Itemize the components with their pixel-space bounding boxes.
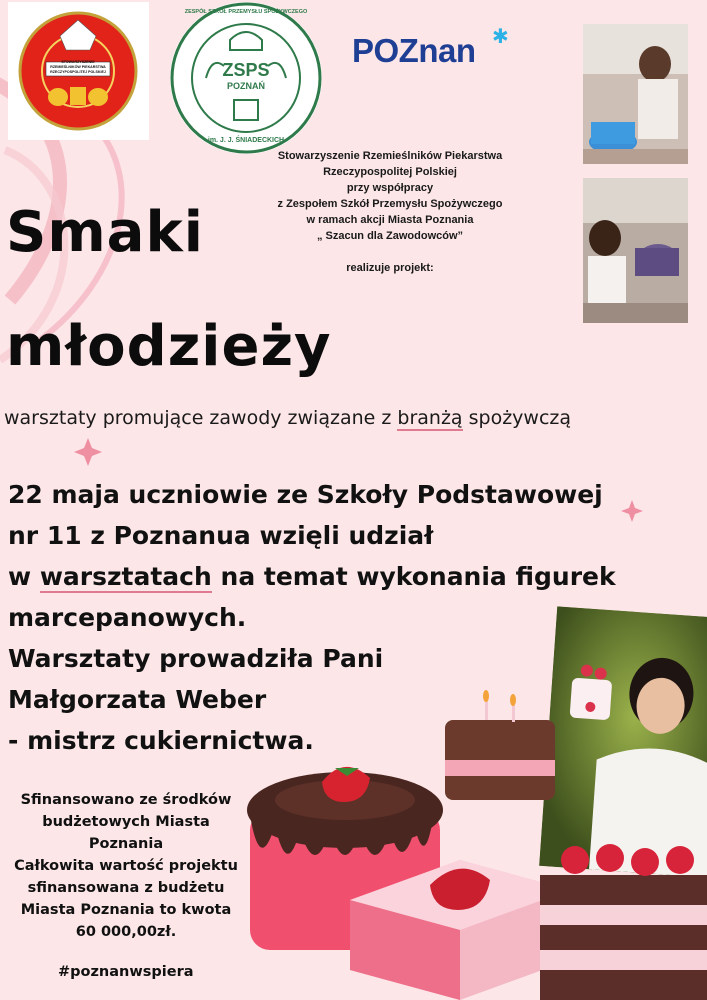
body-line-3-w: w: [8, 562, 40, 591]
workshop-photo-2: [583, 178, 688, 323]
zsps-abbr: ZSPS: [222, 60, 270, 80]
body-line-3-rest: na temat wykonania figurek: [211, 562, 616, 591]
funding-line-2: budżetowych Miasta: [42, 814, 210, 830]
body-line-6: Małgorzata Weber: [8, 685, 267, 714]
funding-line-6: Miasta Poznania to kwota: [20, 902, 232, 918]
body-line-3: [8, 556, 616, 597]
project-header: [270, 148, 510, 276]
funding-line-3: Poznania: [88, 836, 164, 852]
title-line-2: młodzieży: [6, 314, 332, 379]
header-line-2: Rzeczypospolitej Polskiej: [323, 166, 457, 178]
funding-line-4: Całkowita wartość projektu: [14, 858, 238, 874]
title-line-1: Smaki: [6, 200, 204, 265]
subtitle-before: warsztaty promujące zawody związane z: [4, 407, 398, 429]
zsps-logo: [168, 0, 324, 156]
funding-line-1: Sfinansowano ze środków: [20, 792, 232, 808]
funding-info: [0, 789, 252, 943]
hashtag: #poznanwspiera: [58, 964, 194, 980]
layered-cake-back: [445, 690, 555, 800]
zsps-ring-top: ZESPÓŁ SZKÓŁ PRZEMYSŁU SPOŻYWCZEGO: [184, 9, 308, 15]
body-line-3-ul: warsztatach: [39, 562, 212, 591]
subtitle: [4, 407, 571, 429]
body-line-1: 22 maja uczniowie ze Szkoły Podstawowej: [8, 480, 603, 509]
poznan-star-icon: ✱: [492, 24, 509, 48]
header-line-4: z Zespołem Szkół Przemysłu Spożywczego: [277, 198, 503, 210]
subtitle-after: spożywczą: [462, 407, 572, 429]
funding-line-7: 60 000,00zł.: [75, 924, 177, 940]
body-line-2: nr 11 z Poznanua wzięli udział: [8, 521, 434, 550]
header-line-6: „ Szacun dla Zawodowców”: [316, 230, 464, 242]
cherry-layer-cake: [540, 844, 707, 1000]
srpp-logo: [8, 2, 149, 140]
subtitle-underlined: branżą: [397, 407, 463, 429]
cakes-illustration: [240, 690, 707, 1000]
body-line-5: Warsztaty prowadziła Pani: [8, 644, 384, 673]
body-line-4: marcepanowych.: [8, 603, 247, 632]
workshop-photo-1: [583, 24, 688, 164]
zsps-ring-bottom: im. J. J. ŚNIADECKICH: [207, 137, 285, 144]
header-line-3: przy współpracy: [346, 182, 434, 194]
header-realizuje: realizuje projekt:: [346, 262, 434, 274]
body-line-7: - mistrz cukiernictwa.: [8, 726, 314, 755]
sparkle-icon: [74, 438, 102, 466]
poznan-wordmark: POZnan: [352, 32, 476, 69]
funding-line-5: sfinansowana z budżetu: [27, 880, 225, 896]
poznan-logo: [352, 24, 522, 72]
zsps-city: POZNAŃ: [227, 81, 265, 91]
header-line-5: w ramach akcji Miasta Poznania: [306, 214, 474, 226]
srpp-ring-text: STOWARZYSZENIE RZEMIEŚLNIKÓW PIEKARSTWA RZECZYPOSPOLITEJ POLSKIEJ: [50, 60, 106, 74]
header-line-1: Stowarzyszenie Rzemieślników Piekarstwa: [277, 150, 503, 162]
